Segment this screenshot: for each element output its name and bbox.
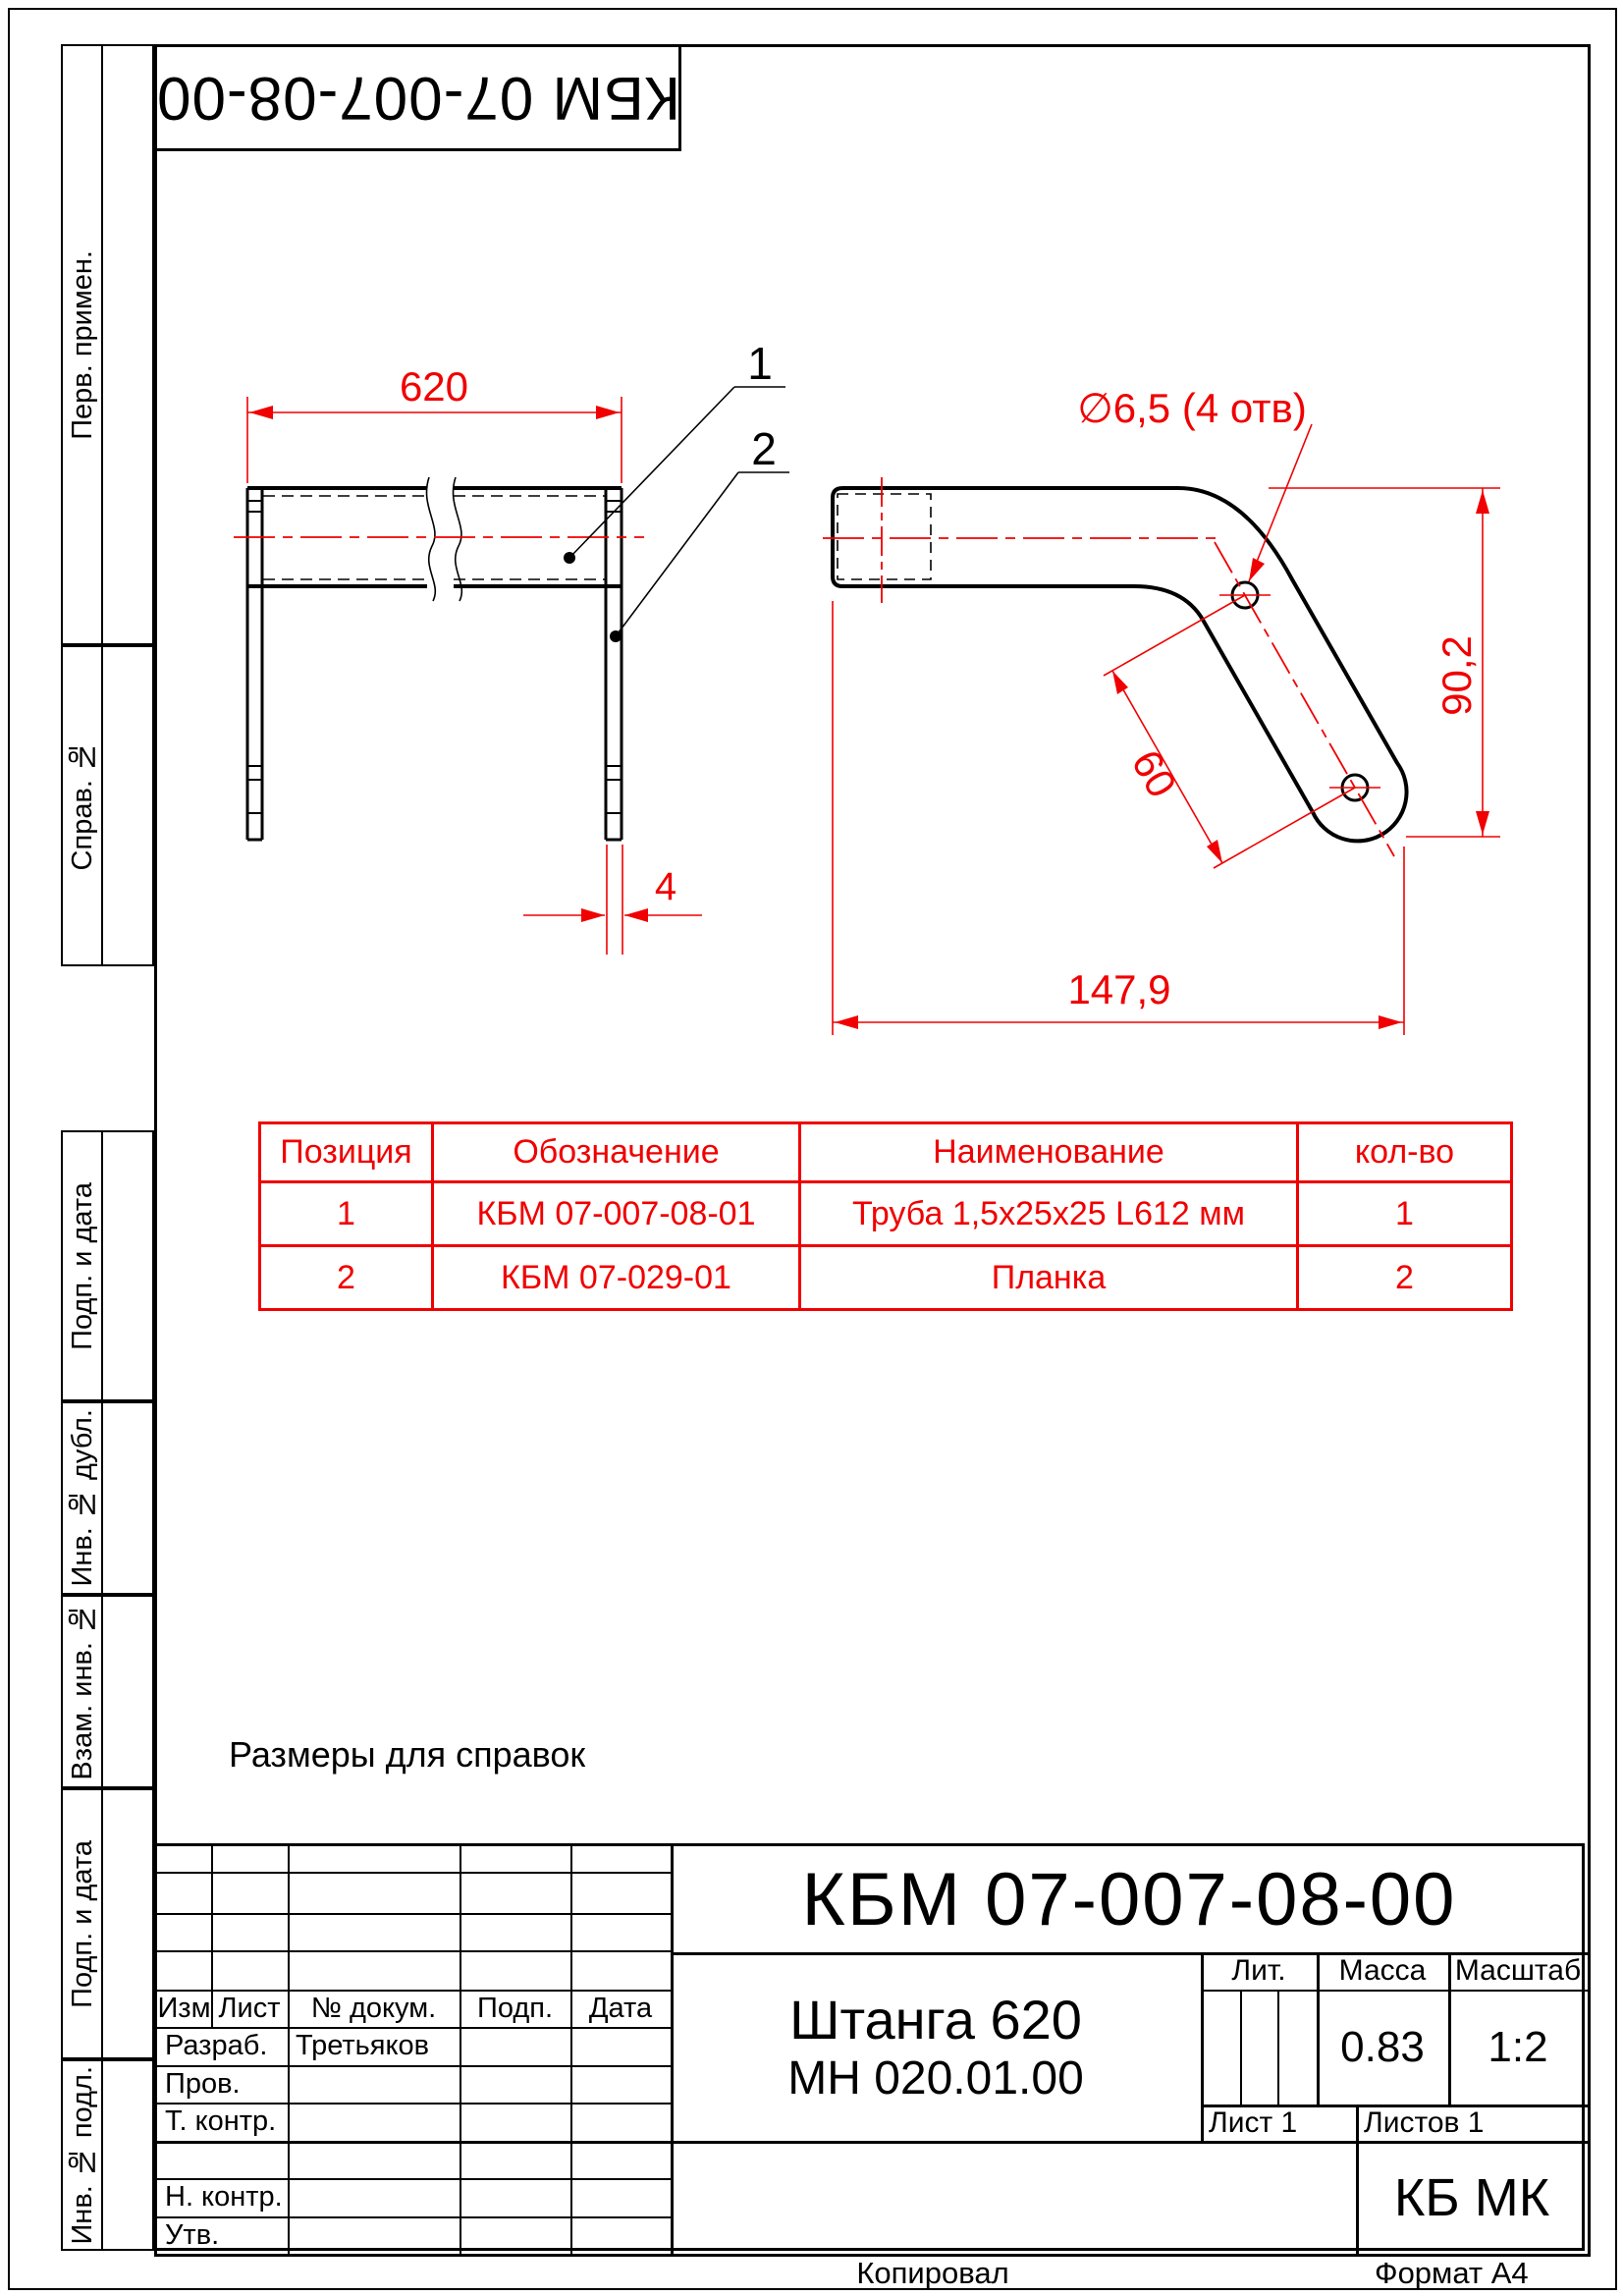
title-block (154, 1843, 1585, 2251)
cell-position: 1 (260, 1182, 433, 1246)
mass-value: 0.83 (1340, 2022, 1425, 2071)
grid-line (1240, 1990, 1242, 2105)
grid-line (1277, 1990, 1279, 2105)
cell-qty: 2 (1298, 1246, 1512, 1310)
sheet-cell: Лист 1 (1209, 2106, 1298, 2139)
dim-holes-text: ∅6,5 (4 отв) (1077, 385, 1307, 431)
cell-qty: 1 (1298, 1182, 1512, 1246)
doc-code: МН 020.01.00 (787, 2052, 1084, 2105)
sheets-cell: Листов 1 (1364, 2106, 1485, 2139)
part-name: Штанга 620 (789, 1989, 1082, 2050)
dim-width-text: 147,9 (1067, 966, 1171, 1012)
cell-designation: КБМ 07-007-08-01 (433, 1182, 800, 1246)
mass-label: Масса (1338, 1954, 1427, 1987)
rev-header-docnum: № докум. (310, 1992, 437, 2024)
col-header-designation: Обозначение (433, 1123, 800, 1182)
col-header-name: Наименование (800, 1123, 1298, 1182)
parts-table-header-row (260, 1123, 1512, 1182)
parts-table-grid (258, 1121, 1513, 1311)
margin-label-inv-podl: Инв. № подл. (67, 2065, 98, 2245)
col-header-position: Позиция (260, 1123, 433, 1182)
dim-between-holes-text: 60 (1122, 741, 1186, 805)
sig-role-nkontr: Н. контр. (165, 2181, 283, 2213)
rev-header-izm: Изм (157, 1992, 211, 2024)
scale-label: Масштаб (1454, 1954, 1582, 1987)
table-row (260, 1182, 1512, 1246)
grid-line (157, 1913, 671, 1915)
rev-header-podp: Подп. (476, 1992, 554, 2024)
margin-label-vzam-inv: Взам. инв. № (67, 1603, 98, 1780)
sig-name-razrab: Третьяков (296, 2030, 430, 2061)
cell-designation: КБМ 07-029-01 (433, 1246, 800, 1310)
reference-note: Размеры для справок (229, 1734, 586, 1775)
sig-role-tkontr: Т. контр. (165, 2105, 277, 2137)
grid-line (570, 1846, 572, 2254)
scale-value: 1:2 (1488, 2022, 1548, 2071)
margin-label-podp-data-2: Подп. и дата (67, 1839, 98, 2008)
dim-thickness-text: 4 (654, 865, 677, 908)
rev-header-data: Дата (588, 1992, 653, 2024)
sig-role-utv: Утв. (165, 2218, 220, 2251)
rev-header-list: Лист (218, 1992, 281, 2024)
parts-table (258, 1121, 1513, 1311)
grid-line (460, 1846, 461, 2254)
callout-1-text: 1 (747, 338, 773, 389)
lit-label: Лит. (1231, 1954, 1286, 1987)
copied-label: Копировал (856, 2256, 1009, 2290)
cell-name: Планка (800, 1246, 1298, 1310)
cell-name: Труба 1,5х25х25 L612 мм (800, 1182, 1298, 1246)
grid-line (157, 1872, 671, 1874)
col-header-qty: кол-во (1298, 1123, 1512, 1182)
callout-2-text: 2 (751, 423, 777, 474)
table-row (260, 1246, 1512, 1310)
titleblock-designation: КБМ 07-007-08-00 (801, 1857, 1457, 1941)
org-cell: КБ МК (1393, 2167, 1550, 2227)
sig-role-razrab: Разраб. (165, 2030, 268, 2061)
cell-position: 2 (260, 1246, 433, 1310)
margin-label-perv-primen: Перв. примен. (67, 249, 98, 440)
sig-role-empty (157, 2141, 288, 2178)
dim-height-text: 90,2 (1434, 635, 1480, 716)
format-label: Формат А4 (1375, 2256, 1529, 2290)
margin-label-podp-data-1: Подп. и дата (67, 1181, 98, 1350)
grid-line (157, 1950, 671, 1952)
top-designation-text: КБМ 07-007-08-00 (155, 64, 680, 132)
dim-length-text: 620 (399, 363, 469, 410)
sig-role-prov: Пров. (165, 2067, 241, 2100)
margin-label-inv-dubl: Инв. № дубл. (67, 1409, 98, 1587)
margin-label-sprav-no: Справ. № (67, 740, 98, 871)
